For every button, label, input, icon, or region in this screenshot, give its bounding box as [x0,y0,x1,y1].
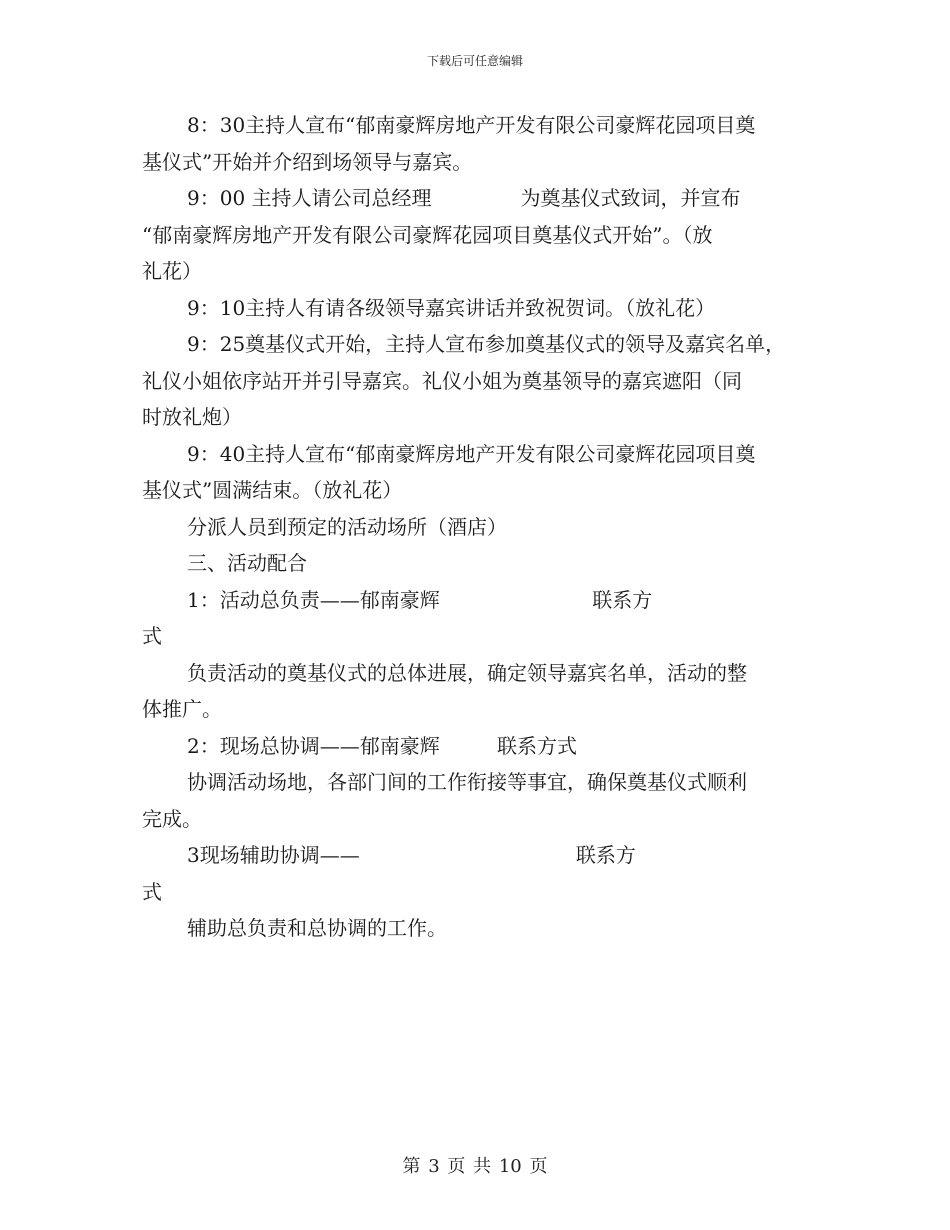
text-line: 协调活动场地，各部门间的工作衔接等事宜，确保奠基仪式顺利 [187,770,747,794]
text-line: 基仪式”圆满结束。（放礼花） [142,478,403,502]
text-line: 体推广。 [142,697,222,721]
text-line: 9：00 主持人请公司总经理 为奠基仪式致词，并宣布 [187,186,741,210]
text-line: 3现场辅助协调—— 联系方 [187,843,636,867]
text-line: 2：现场总协调——郁南豪辉 联系方式 [187,733,577,758]
text-line: 分派人员到预定的活动场所（酒店） [187,514,507,539]
text-line: “郁南豪辉房地产开发有限公司豪辉花园项目奠基仪式开始”。（放 [142,222,713,247]
text-line: 9：10主持人有请各级领导嘉宾讲话并致祝贺词。（放礼花） [187,295,716,320]
text-line: 礼花） [142,259,202,283]
section-heading: 三、活动配合 [187,551,307,575]
text-line: 1：活动总负责——郁南豪辉 联系方 [187,587,653,612]
page-footer: 第 3 页 共 10 页 [402,1156,548,1177]
text-line: 辅助总负责和总协调的工作。 [187,916,447,940]
text-line: 基仪式”开始并介绍到场领导与嘉宾。 [142,149,473,174]
text-line: 9：25奠基仪式开始，主持人宣布参加奠基仪式的领导及嘉宾名单， [187,332,786,356]
text-line: 完成。 [142,806,202,831]
text-line: 9：40主持人宣布“郁南豪辉房地产开发有限公司豪辉花园项目奠 [187,441,756,466]
text-line: 礼仪小姐依序站开并引导嘉宾。礼仪小姐为奠基领导的嘉宾遮阳（同 [142,368,742,393]
text-line: 式 [142,879,162,904]
page-header: 下载后可任意编辑 [426,54,523,68]
text-line: 8：30主持人宣布“郁南豪辉房地产开发有限公司豪辉花园项目奠 [187,113,756,137]
text-line: 负责活动的奠基仪式的总体进展，确定领导嘉宾名单，活动的整 [187,660,747,685]
document-body [142,107,822,947]
text-line: 时放礼炮） [142,405,242,429]
text-line: 式 [142,624,162,648]
